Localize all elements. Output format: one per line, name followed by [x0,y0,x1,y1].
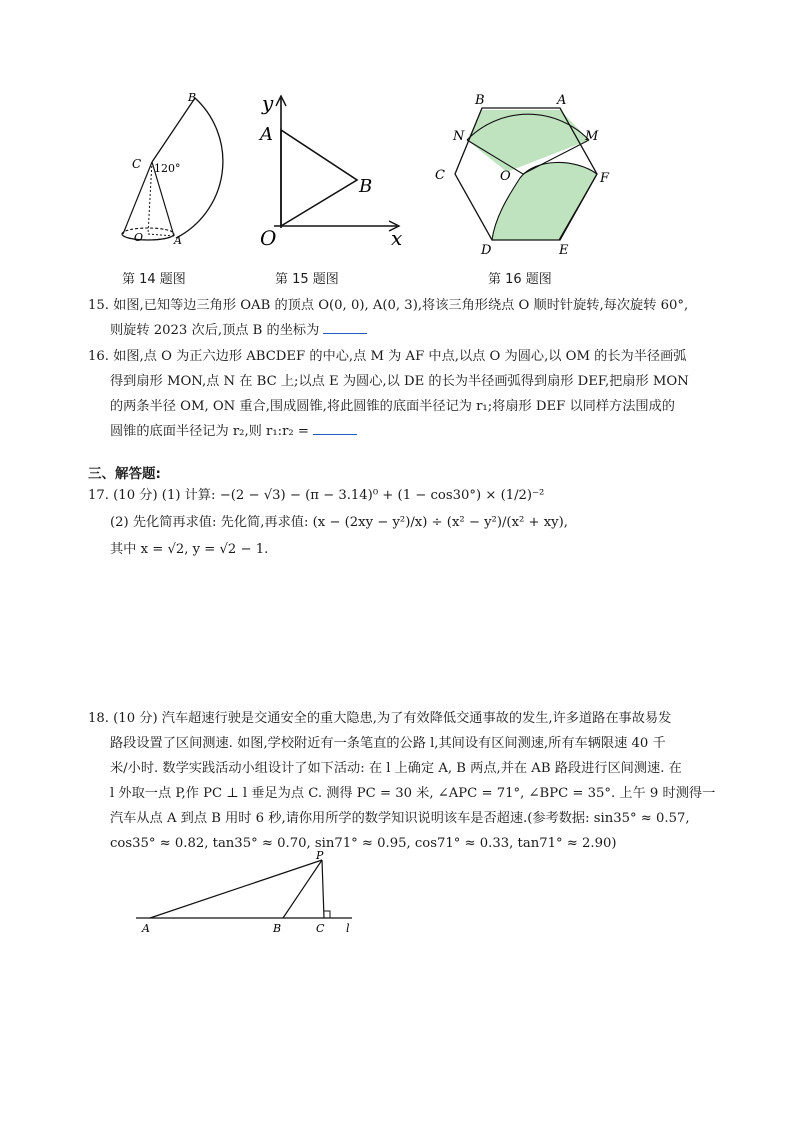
q17-line2: (2) 先化简再求值: 先化简,再求值: (x − (2xy − y²)/x) ÷ (x² − y²)/(x² + xy), [110,515,568,530]
q16-line2: 得到扇形 MON,点 N 在 BC 上;以点 E 为圆心,以 DE 的长为半径画弧得到扇形 DEF,把扇形 MON [110,374,689,389]
label-P: P [316,849,324,862]
label-D: D [481,243,492,258]
q17-line3: 其中 x = √2, y = √2 − 1. [110,542,269,557]
figure-18 [130,848,370,938]
triangle-OAB [281,130,357,226]
label-B: B [475,93,485,108]
label-B: B [359,176,373,197]
q15-line1: 15. 如图,已知等边三角形 OAB 的顶点 O(0, 0), A(0, 3),将该三角形绕点 O 顺时针旋转,每次旋转 60°, [88,298,689,313]
q18-line2: 路段设置了区间测速. 如图,学校附近有一条笔直的公路 l,其间设有区间测速,所有车辆限速 40 千 [110,736,666,751]
label-B: B [273,922,282,935]
q18-line1: 18. (10 分) 汽车超速行驶是交通安全的重大隐患,为了有效降低交通事故的发生,许多道路在事故易发 [88,711,672,726]
label-x: x [391,226,403,250]
q16-line3: 的两条半径 OM, ON 重合,围成圆锥,将此圆锥的底面半径记为 r₁;将扇形 DEF 以同样方法围成的 [110,399,675,414]
q18-line4: l 外取一点 P,作 PC ⊥ l 垂足为点 C. 测得 PC = 30 米, ∠APC = 71°, ∠BPC = 35°. 上午 9 时测得一 [110,786,716,801]
cone-height [148,162,152,234]
section-heading: 三、解答题: [88,466,161,482]
right-angle-mark [324,911,330,918]
cone-side-left [123,162,152,234]
caption-fig15: 第 15 题图 [275,272,339,287]
segment-PC [322,860,324,918]
question-15 [88,293,688,343]
caption-fig14: 第 14 题图 [122,272,186,287]
label-A: A [557,93,567,108]
label-A: A [142,922,150,935]
label-angle: 120° [154,162,181,175]
figure-14 [110,88,245,258]
answer-blank[interactable] [313,422,357,435]
label-O: O [500,169,511,184]
label-O: O [134,231,144,244]
figure-16 [425,88,625,258]
label-M: M [585,129,599,144]
label-C: C [316,922,325,935]
caption-fig16: 第 16 题图 [488,272,552,287]
label-O: O [260,226,277,250]
q18-line6: cos35° ≈ 0.82, tan35° ≈ 0.70, sin71° ≈ 0.95, cos71° ≈ 0.33, tan71° ≈ 2.90) [110,836,617,851]
label-F: F [600,171,610,186]
label-E: E [559,243,569,258]
question-16 [88,344,689,444]
label-A: A [174,234,182,247]
segment-PA [150,860,322,918]
label-A: A [260,124,273,145]
q18-line3: 米/小时. 数学实践活动小组设计了如下活动: 在 l 上确定 A, B 两点,并在 AB 路段进行区间测速. 在 [110,761,682,776]
q17-line1: 17. (10 分) (1) 计算: −(2 − √3) − (π − 3.14)⁰ + (1 − cos30°) × (1/2)⁻² [88,488,545,503]
segment-PB [283,860,322,918]
question-17 [88,482,568,563]
label-N: N [453,129,465,144]
answer-blank[interactable] [323,321,367,334]
label-y: y [262,91,274,115]
q18-line5: 汽车从点 A 到点 B 用时 6 秒,请你用所学的数学知识说明该车是否超速.(参考数据: sin35° ≈ 0.57, [110,811,690,826]
label-C: C [435,168,445,183]
q15-line2: 则旋转 2023 次后,顶点 B 的坐标为 [110,323,320,338]
label-l: l [346,922,350,935]
figure-15 [252,88,412,253]
question-18 [88,706,715,856]
label-B: B [188,91,197,104]
q16-line4: 圆锥的底面半径记为 r₂,则 r₁:r₂ = [110,424,309,439]
label-C: C [132,157,142,171]
q16-line1: 16. 如图,点 O 为正六边形 ABCDEF 的中心,点 M 为 AF 中点,以点 O 为圆心,以 OM 的长为半径画弧 [88,349,687,364]
